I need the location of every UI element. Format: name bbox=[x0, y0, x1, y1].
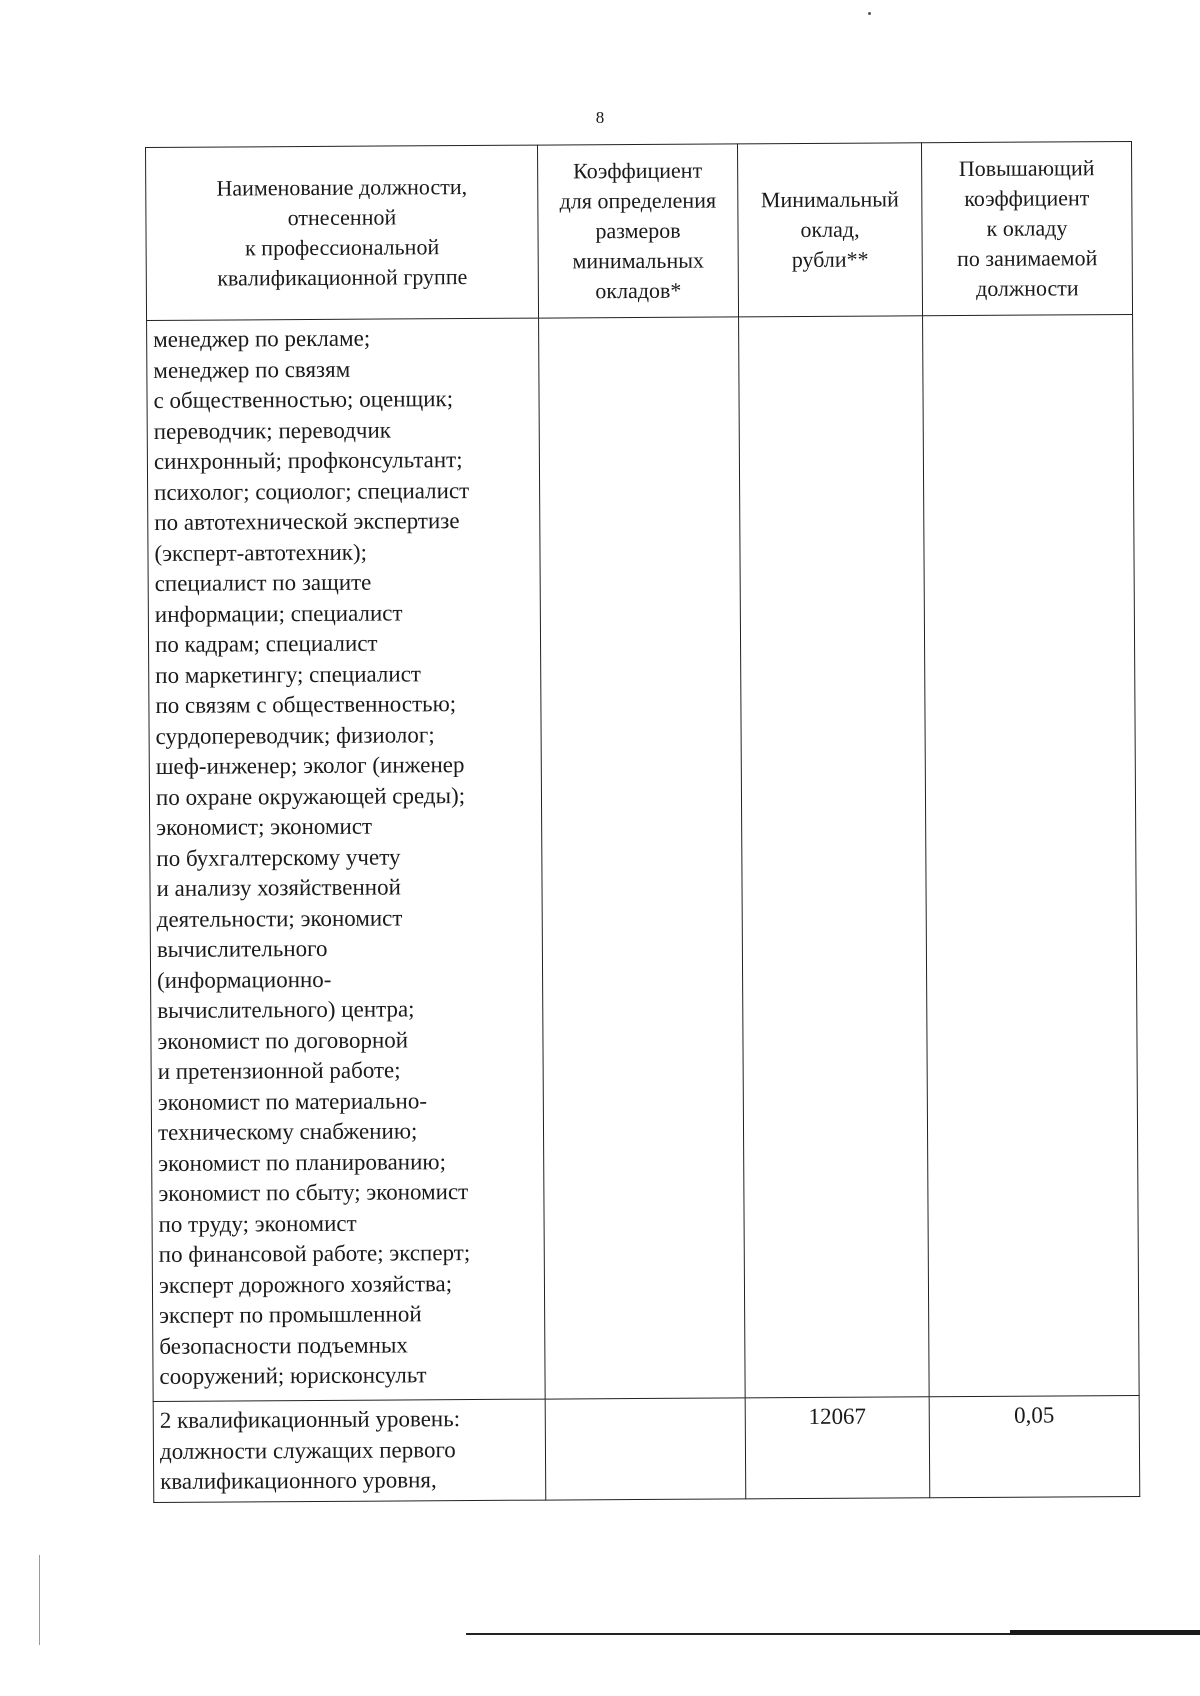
header-position-name: Наименование должности, отнесенной к профессиональной квалификационной группе bbox=[146, 145, 539, 320]
raise-coefficient-cell bbox=[923, 314, 1140, 1396]
coefficient-cell bbox=[545, 1398, 746, 1500]
table-row bbox=[147, 314, 1140, 1401]
scan-margin-mark bbox=[39, 1555, 40, 1645]
raise-coefficient-cell: 0,05 bbox=[929, 1395, 1140, 1497]
header-raise-coefficient: Повышающий коэффициент к окладу по занимаемой должности bbox=[921, 141, 1132, 315]
qualification-level-cell: 2 квалификационный уровень: должности служащих первого квалификационного уровня, bbox=[153, 1399, 546, 1502]
min-salary-cell bbox=[739, 316, 930, 1398]
min-salary-cell: 12067 bbox=[745, 1397, 930, 1499]
footer-rule-thick bbox=[1010, 1630, 1200, 1635]
table-row bbox=[153, 1395, 1140, 1502]
header-min-salary-coefficient: Коэффициент для определения размеров минимальных окладов* bbox=[537, 144, 738, 318]
scan-speck bbox=[868, 12, 871, 15]
page-number: 8 bbox=[595, 108, 605, 127]
header-min-salary: Минимальный оклад, рубли** bbox=[737, 143, 922, 317]
salary-table bbox=[145, 141, 1140, 1503]
table-header-row bbox=[146, 141, 1133, 320]
coefficient-cell bbox=[539, 317, 746, 1399]
position-list-cell: менеджер по рекламе; менеджер по связям с общественностью; оценщик; переводчик; переводчик синхронный; профконсультант; психолог; социолог; специалист по автотехнической экспертизе (эксперт-автотехник); специалист по защите информации; специалист по кадрам; специалист по маркетингу; специалист по связям с общественностью; сурдопереводчик; физиолог; шеф-инженер; эколог (инженер по охране окружающей среды); экономист; экономист по бухгалтерскому учету и анализу хозяйственной деятельности; экономист вычислительного (информационно- вычислительного) центра; экономист по договорной и претензионной работе; экономист по материально- техническому снабжению; экономист по планированию; экономист по сбыту; экономист по труду; экономист по финансовой работе; эксперт; эксперт дорожного хозяйства; эксперт по промышленной безопасности подъемных сооружений; юрисконсульт bbox=[147, 318, 546, 1401]
